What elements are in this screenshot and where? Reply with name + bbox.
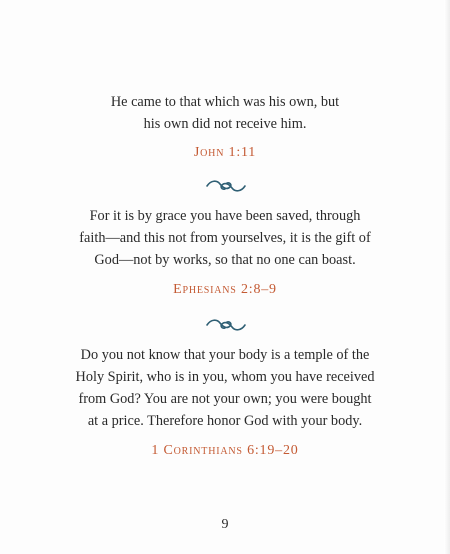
verse-john-1-11 [0, 91, 450, 135]
verse-line: God—not by works, so that no one can boast. [94, 252, 356, 268]
verse-reference: John 1:11 [193, 145, 257, 160]
verse-line: faith—and this not from yourselves, it is the gift of [79, 230, 371, 246]
verse-line: Do you not know that your body is a temple of the [80, 347, 370, 363]
verse-line: Holy Spirit, who is in you, whom you have received [75, 369, 375, 385]
verse-reference: Ephesians 2:8–9 [173, 282, 277, 297]
scroll-flourish-icon [205, 317, 247, 333]
verse-line: For it is by grace you have been saved, through [89, 208, 361, 224]
verse-ephesians-2-8-9 [0, 205, 450, 271]
verse-line: He came to that which was his own, but [110, 94, 340, 110]
verse-reference: 1 Corinthians 6:19–20 [151, 443, 299, 458]
scroll-flourish-icon [205, 178, 247, 194]
verse-1-corinthians-6-19-20 [0, 344, 450, 432]
verse-line: from God? You are not your own; you were bought [78, 391, 372, 407]
page-edge-shadow [444, 0, 450, 554]
page-number: 9 [221, 517, 229, 532]
verse-line: his own did not receive him. [143, 116, 307, 132]
verse-line: at a price. Therefore honor God with your body. [87, 413, 363, 429]
